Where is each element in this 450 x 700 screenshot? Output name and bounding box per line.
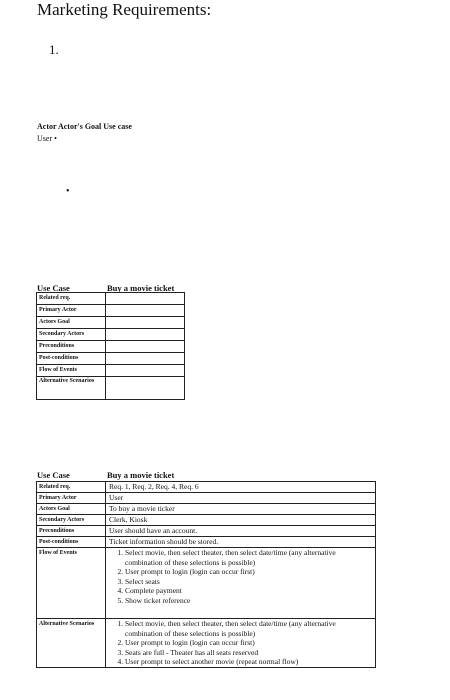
table-row: [37, 329, 185, 341]
row-value: Clerk, Kiosk: [106, 515, 376, 526]
list-item: 4. Complete payment: [125, 586, 373, 596]
row-label: Post-conditions: [37, 353, 106, 365]
table-row: [37, 353, 185, 365]
table2-header-left: Use Case: [37, 470, 70, 480]
row-label: Primary Actor: [37, 493, 106, 504]
row-label: Actors Goal: [37, 504, 106, 515]
table-row: [37, 377, 185, 400]
table1-header-right: Buy a movie ticket: [107, 283, 175, 293]
table-row: [37, 482, 376, 493]
row-value: User should have an account.: [106, 526, 376, 537]
row-label: Related req.: [37, 482, 106, 493]
row-value: To buy a movie ticker: [106, 504, 376, 515]
row-label: Actors Goal: [37, 317, 106, 329]
row-value: [106, 377, 185, 400]
table-row: [37, 548, 376, 619]
actor-table-row: User •: [37, 134, 57, 143]
table-row: [37, 341, 185, 353]
table-row: [37, 515, 376, 526]
row-value: [106, 353, 185, 365]
row-label: Flow of Events: [37, 548, 106, 619]
bullet-point: •: [66, 186, 70, 197]
use-case-filled-table: [36, 481, 376, 668]
table-row: [37, 526, 376, 537]
list-number: 1.: [49, 42, 59, 57]
list-item: 5. Show ticket reference: [125, 596, 373, 606]
row-label: Secondary Actors: [37, 329, 106, 341]
list-item: 1. Select movie, then select theater, then select date/time (any alternative combination of these selections is possible): [125, 548, 373, 567]
row-value: Req. 1, Req. 2, Req. 4, Req. 6: [106, 482, 376, 493]
row-label: Secondary Actors: [37, 515, 106, 526]
row-value: [106, 293, 185, 305]
table-row: [37, 493, 376, 504]
table2-header-right: Buy a movie ticket: [107, 470, 175, 480]
table-row: [37, 293, 185, 305]
row-value: [106, 317, 185, 329]
row-label: Post-conditions: [37, 537, 106, 548]
row-label: Alternative Scenarios: [37, 377, 106, 400]
table-row: [37, 504, 376, 515]
row-value: Ticket information should be stored.: [106, 537, 376, 548]
row-value: [106, 305, 185, 317]
row-value: [106, 341, 185, 353]
list-item: 3. Select seats: [125, 577, 373, 587]
row-label: Preconditions: [37, 526, 106, 537]
use-case-template-table: [36, 292, 185, 400]
table-row: [37, 537, 376, 548]
row-value: [106, 365, 185, 377]
row-value: [106, 329, 185, 341]
row-label: Primary Actor: [37, 305, 106, 317]
list-item: 4. User prompt to select another movie (repeat normal flow): [125, 657, 373, 667]
page-title: Marketing Requirements:: [37, 0, 212, 19]
row-label: Preconditions: [37, 341, 106, 353]
list-item: 2. User prompt to login (login can occur first): [125, 567, 373, 577]
table1-header-left: Use Case: [37, 283, 70, 293]
row-label: Alternative Scenarios: [37, 619, 106, 668]
list-item: 1. Select movie, then select theater, then select date/time (any alternative combination of these selections is possible): [125, 619, 373, 638]
table-row: [37, 365, 185, 377]
table-row: [37, 619, 376, 668]
table-row: [37, 317, 185, 329]
row-value: User: [106, 493, 376, 504]
alternative-scenarios-list: [106, 619, 376, 668]
table-row: [37, 305, 185, 317]
list-item: 3. Seats are full - Theater has all seats reserved: [125, 648, 373, 658]
row-label: Flow of Events: [37, 365, 106, 377]
list-item: 2. User prompt to login (login can occur first): [125, 638, 373, 648]
flow-of-events-list: [106, 548, 376, 619]
row-label: Related req.: [37, 293, 106, 305]
actor-table-header: Actor Actor's Goal Use case: [37, 122, 132, 131]
